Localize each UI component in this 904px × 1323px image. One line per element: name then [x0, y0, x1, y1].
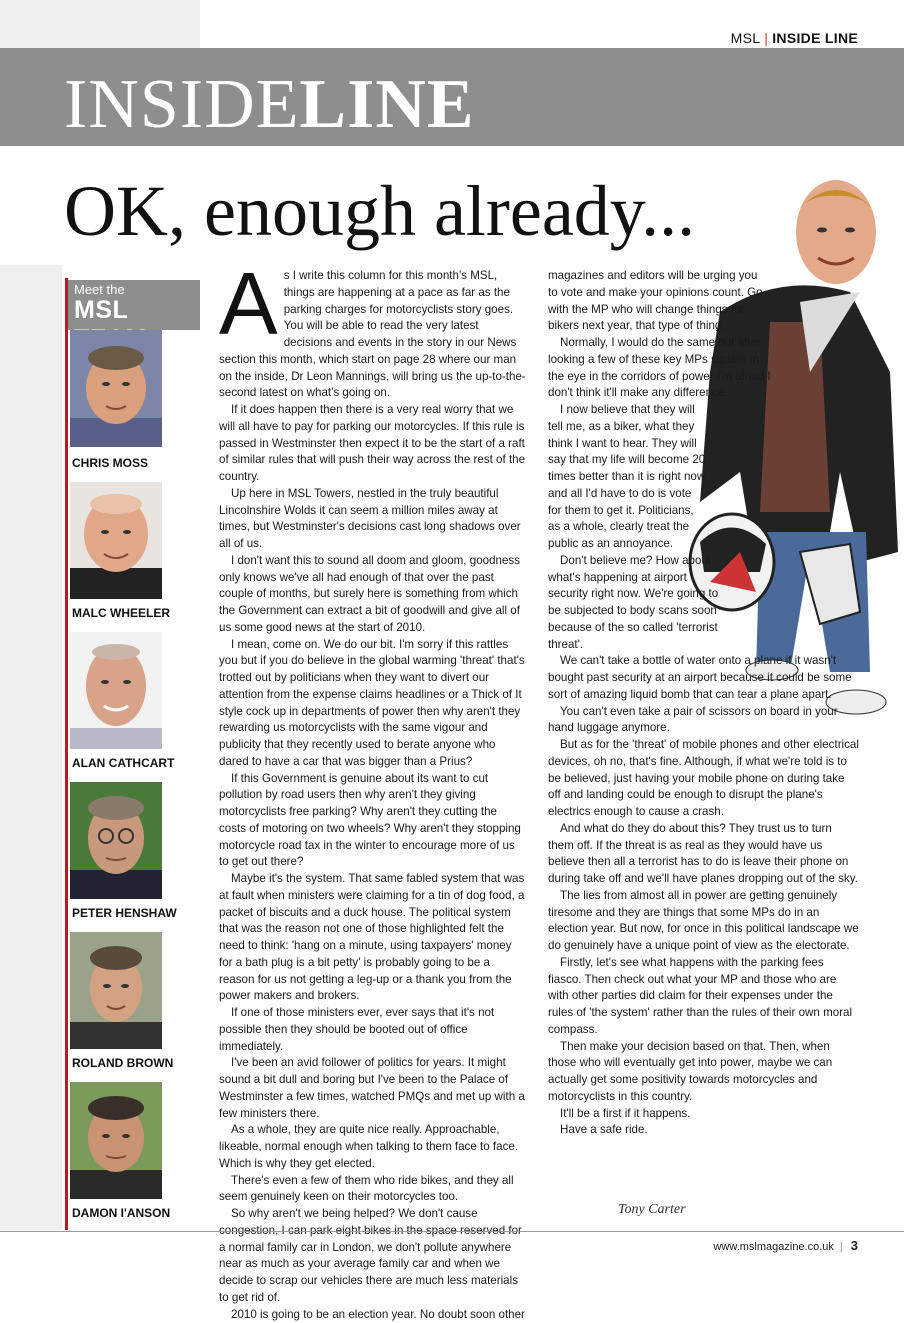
article-paragraph: If this Government is genuine about its want to cut pollution by road users then why aren't they giving motorcyclists free parking? Why aren't they cutting the costs of motoring on two wheels? Why aren't they stopping motorcycle road tax in the winter to encourage more of us to get out there?	[219, 771, 527, 872]
team-header	[68, 280, 200, 330]
article-paragraph: magazines and editors will be urging you to vote and make your opinions count. Go with the MP who will change things for bikers next year, that type of thing.	[548, 268, 770, 335]
article-paragraph: If it does happen then there is a very real worry that we will all have to pay for parking our motorcycles. If this rule is passed in Westminster then expect it to be the start of a raft of similar rules that will push their way across the rest of the country.	[219, 402, 527, 486]
team-member-name: ROLAND BROWN	[72, 1056, 212, 1070]
left-margin-strip	[0, 265, 62, 1230]
team-member-name: CHRIS MOSS	[72, 456, 212, 470]
article-paragraph: Normally, I would do the same but after looking a few of these key MPs square in the eye in the corridors of power I'm afraid I don't think it'll make any difference.	[548, 335, 776, 402]
portrait-photo	[70, 632, 162, 749]
article-paragraph: You can't even take a pair of scissors on board in your hand luggage anymore.	[548, 704, 860, 738]
team-member	[70, 1082, 162, 1199]
running-header-divider: |	[764, 30, 768, 46]
article-paragraph: I mean, come on. We do our bit. I'm sorry if this rattles you but if you do believe in the global warming 'threat' that's trotted out by politicians when they want to divert our attention from the expense claims headlines or a Thick of It style cock up in departments of power then why aren't they rewarding us motorcyclists with the same vigour and publicity that they recently used to berate anyone who dared to have a car that was bigger than a Prius?	[219, 637, 527, 771]
footer-divider: |	[840, 1241, 843, 1253]
footer-rule	[0, 1231, 904, 1232]
masthead-title	[64, 66, 475, 144]
team-member	[70, 632, 162, 749]
team-member-name: DAMON I'ANSON	[72, 1206, 212, 1220]
team-member	[70, 932, 162, 1049]
masthead-bold: LINE	[299, 66, 474, 143]
article-paragraph: I now believe that they will tell me, as a biker, what they think I want to hear. They will say that my life will become 20 times better than it is right now and all I'd have to do is vote for them to get it. Politicians, as a whole, clearly treat the public as an annoyance.	[548, 402, 706, 553]
article-paragraph: Firstly, let's see what happens with the parking fees fiasco. Then check out what your MP and those who are with other parties did claim for their expenses under the rules of 'the system' rather than the rules of their own moral compass.	[548, 955, 860, 1039]
portrait-photo	[70, 482, 162, 599]
article-paragraph: If one of those ministers ever, ever says that it's not possible then they should be booted out of office immediately.	[219, 1005, 527, 1055]
article-paragraph: I don't want this to sound all doom and gloom, goodness only knows we've all had enough of that over the past couple of months, but surely here is something from which the Government can extract a bit of goodwill and give all of us some good news at the start of 2010.	[219, 553, 527, 637]
team-member	[70, 482, 162, 599]
article-paragraph: So why aren't we being helped? We don't cause a normal family car in London, we don't pollute anywhere near as much as your average family car and when we decide to scrap our vehicles there are much less materials to get rid of.	[219, 1206, 527, 1307]
article-paragraph: Up here in MSL Towers, nestled in the truly beautiful Lincolnshire Wolds it can seem a million miles away at times, but Westminster's decisions cast long shadows over all of us.	[219, 486, 527, 553]
masthead-light: INSIDE	[64, 66, 299, 143]
team-member-name: MALC WHEELER	[72, 606, 212, 620]
team-member-name: ALAN CATHCART	[72, 756, 212, 770]
portrait-photo	[70, 782, 162, 899]
author-signature: Tony Carter	[618, 1202, 686, 1218]
page-number: 3	[851, 1238, 858, 1253]
article-paragraph: And what do they do about this? They trust us to turn them off. If the threat is as real as they would have us believe then all a terrorist has to do is leave their phone on during take off and we'll have planes dropping out of the sky.	[548, 821, 860, 888]
top-corner-strip	[0, 0, 200, 48]
running-header	[731, 30, 858, 46]
team-member	[70, 330, 162, 447]
article-column-2	[548, 268, 860, 1139]
article-paragraph: Then make your decision based on that. Then, when those who will eventually get into power, maybe we can actually get some positivity towards motorcycles and motorcyclists in this country.	[548, 1039, 860, 1106]
article-paragraph: 2010 is going to be an election year. No doubt soon other	[219, 1307, 527, 1323]
article-paragraph: Don't believe me? How about what's happening at airport security right now. We're going to be subjected to body scans soon because of the so called 'terrorist threat'.	[548, 553, 728, 654]
team-header-meet: Meet the	[74, 282, 125, 297]
article-paragraph: I've been an avid follower of politics for years. It might sound a bit dull and boring but I've been to the Palace of Westminster a few times, watched PMQs and met up with a few ministers there.	[219, 1055, 527, 1122]
page-footer	[713, 1238, 858, 1253]
drop-cap: A	[219, 270, 278, 338]
portrait-photo	[70, 932, 162, 1049]
team-accent-rule	[65, 278, 68, 1230]
article-paragraph: The lies from almost all in power are getting genuinely tiresome and they are things that some MPs do in an election year. But now, for once in this political landscape we do genuinely have a unique point of view as the electorate.	[548, 888, 860, 955]
running-header-title: INSIDE LINE	[772, 30, 858, 46]
team-header-title: MSL	[74, 296, 200, 354]
article-paragraph: It'll be a first if it happens.	[548, 1106, 860, 1123]
running-header-section: MSL	[731, 30, 761, 46]
article-paragraph: Maybe it's the system. That same fabled system that was at fault when ministers were claiming for a tin of dog food, a packet of biscuits and a duck house. The political system that was the reason not one of those highlighted felt the need to think: 'hang on a minute, using taxpayers' money for a bath plug is a bit petty' is probably going to be a reason for us not getting a leg-up or a thank you from the power makers and brokers.	[219, 871, 527, 1005]
article-paragraph: s I write this column for this month's MSL, things are happening at a pace as far as the parking charges for motorcyclists story goes. You will be able to read the very latest decisions and events in the story in our News section this month, which start on page 28 where our man on the inside, Dr Leon Mannings, will bring us the up-to-the-second latest on what's going on.	[219, 268, 527, 402]
footer-url: www.mslmagazine.co.uk	[713, 1241, 833, 1253]
portrait-photo	[70, 1082, 162, 1199]
portrait-photo	[70, 330, 162, 447]
team-member-name: PETER HENSHAW	[72, 906, 212, 920]
team-member	[70, 782, 162, 899]
headline: OK, enough already...	[64, 168, 695, 254]
article-paragraph: As a whole, they are quite nice really. Approachable, likeable, normal enough when talking to them face to face. Which is why they get elected.	[219, 1122, 527, 1172]
article-paragraph: There's even a few of them who ride bikes, and they all seem genuinely keen on their motorcycles too.	[219, 1173, 527, 1207]
article-paragraph: We can't take a bottle of water onto a plane if it wasn't bought past security at an airport because it could be some sort of amazing liquid bomb that can tear a plane apart.	[548, 653, 860, 703]
article-paragraph: Have a safe ride.	[548, 1122, 860, 1139]
article-paragraph: But as for the 'threat' of mobile phones and other electrical devices, oh no, that's fine. Although, if what we're told is to be believed, just having your mobile phone on during take off and landing could be enough to disrupt the plane's electrics enough to cause a crash.	[548, 737, 860, 821]
article-column-1	[219, 268, 527, 1323]
